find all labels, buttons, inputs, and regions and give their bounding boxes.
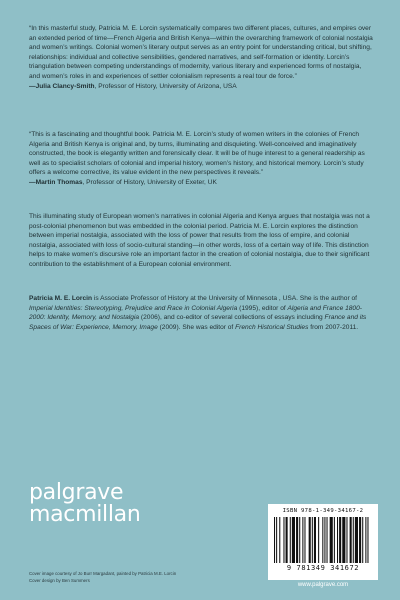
- barcode-bar: [312, 517, 313, 563]
- bio-book-title-3: France and its Spaces of War: Experience, Memory, Image: [29, 314, 367, 331]
- bio-text: [29, 294, 374, 332]
- description-text: This illuminating study of European women’s narratives in colonial Algeria and Kenya argues that nostalgia was not a post-colonial phenomenon but was embedded in the colonial period. Patricia M. E. Lorcin explores the distinction between imperial nostalgia, associated with the loss of power that results from the loss of empire, and colonial nostalgia, associated with loss of socio-cultural standing—in other words, loss of a certain way of life. This distinction helps to make women’s discursive role an important factor in the creation of colonial nostalgia, due to their significant contribution to the establishment of a European colonial environment.: [29, 213, 370, 268]
- bio-book-title-2: Algeria and France 1800-2000: Identity, Memory, and Nostalgia: [29, 304, 362, 322]
- barcode-bar: [327, 517, 328, 563]
- publisher-logo: [29, 482, 141, 526]
- bio-author-name: Patricia M. E. Lorcin: [29, 295, 93, 302]
- cover-design-credit: Cover design by Ben Summers: [29, 578, 90, 583]
- bio-journal-title: French Historical Studies: [235, 323, 309, 331]
- isbn-label: ISBN 978-1-349-34167-2: [282, 508, 364, 514]
- bio-book-title-1: Imperial Identities: Stereotyping, Prejudice and Race in Colonial Algeria: [29, 304, 238, 312]
- endorsement-quote-2: [29, 130, 374, 188]
- barcode-bar: [309, 517, 311, 563]
- barcode-bar: [346, 517, 347, 563]
- bio-segment: (1995), editor of: [237, 304, 288, 312]
- barcode-bar: [359, 517, 361, 563]
- barcode-bar: [330, 517, 333, 563]
- barcode-bars: [274, 517, 372, 563]
- barcode-bar: [276, 517, 277, 563]
- barcode-bar: [342, 517, 345, 563]
- barcode-bar: [318, 517, 319, 563]
- barcode-bar: [367, 517, 368, 563]
- barcode-bar: [283, 517, 284, 563]
- quote-2-attribution: [29, 178, 374, 188]
- barcode-bar: [353, 517, 354, 563]
- author-bio: [29, 294, 374, 332]
- quote-1-attribution: [29, 82, 374, 92]
- barcode-bar: [324, 517, 325, 563]
- book-description: [29, 212, 374, 270]
- barcode-bar: [279, 517, 280, 563]
- barcode-bar: [299, 517, 300, 563]
- bio-segment: (2006), and co-editor of several collections of essays including: [139, 314, 325, 322]
- barcode-bar: [339, 517, 341, 563]
- isbn-barcode: [268, 504, 378, 580]
- quote-1-affiliation: , Professor of History, University of Arizona, USA: [94, 82, 237, 90]
- barcode-bar: [355, 517, 358, 563]
- publisher-logo-line-2: macmillan: [29, 502, 141, 527]
- barcode-bar: [334, 517, 335, 563]
- cover-image-credit: Cover image courtesy of Jo Burr Margadant, painted by Patricia M.E. Lorcin: [29, 571, 177, 576]
- barcode-bar: [296, 517, 298, 563]
- barcode-bar: [337, 517, 338, 563]
- isbn-digits: 9 781349 341672: [286, 564, 360, 572]
- barcode-bar: [365, 517, 366, 563]
- barcode-bar: [274, 517, 275, 563]
- cover-credits: [29, 570, 249, 584]
- quote-2-text: “This is a fascinating and thoughtful book. Patricia M. E. Lorcin’s study of women writers in the colonies of French Algeria and British Kenya is original and, by turns, illuminating and disquieting. Well-conceived and imaginatively constructed, the book is elegantly written and forensically clear. It will be of huge interest to a general readership as well as to specialist scholars of colonial and imperial history, women’s history, and historical memory. Lorcin’s study offers a welcome corrective, its value evident in the new perspectives it reveals.”: [29, 131, 365, 177]
- barcode-bar: [350, 517, 352, 563]
- barcode-bar: [290, 517, 291, 563]
- barcode-bar: [302, 517, 303, 563]
- barcode-bar: [292, 517, 295, 563]
- bio-segment: is Associate Professor of History at the University of Minnesota , USA. She is the author of: [92, 295, 357, 302]
- quote-1-text: “In this masterful study, Patricia M. E. Lorcin systematically compares two different places, cultures, and empires over an extended period of time—French Algeria and British Kenya—within the overarching framework of colonial nostalgia and women’s writings. Colonial women’s literary output serves as an entry point for understanding critical, but shifting, relationships: individual and collective sensibilities, gendered narratives, and self-formation or identity. Lorcin’s triangulation between competing understandings of modernity, various literary and experienced forms of nostalgia, and women’s roles in and experiences of settler colonialism represents a real tour de force.”: [29, 25, 373, 80]
- quote-2-author: —Martin Thomas: [29, 178, 83, 186]
- barcode-bar: [322, 517, 323, 563]
- quote-1-author: —Julia Clancy-Smith: [29, 82, 95, 90]
- publisher-url: www.palgrave.com: [297, 582, 349, 588]
- barcode-bar: [286, 517, 288, 563]
- quote-2-affiliation: , Professor of History, University of Exeter, UK: [82, 178, 217, 186]
- bio-segment: (2009). She was editor of: [157, 323, 236, 331]
- barcode-bar: [362, 517, 363, 563]
- endorsement-quote-1: [29, 24, 374, 91]
- publisher-logo-line-1: palgrave: [29, 480, 124, 505]
- bio-segment: from 2007-2011.: [308, 323, 359, 331]
- barcode-bar: [314, 517, 316, 563]
- barcode-bar: [304, 517, 305, 563]
